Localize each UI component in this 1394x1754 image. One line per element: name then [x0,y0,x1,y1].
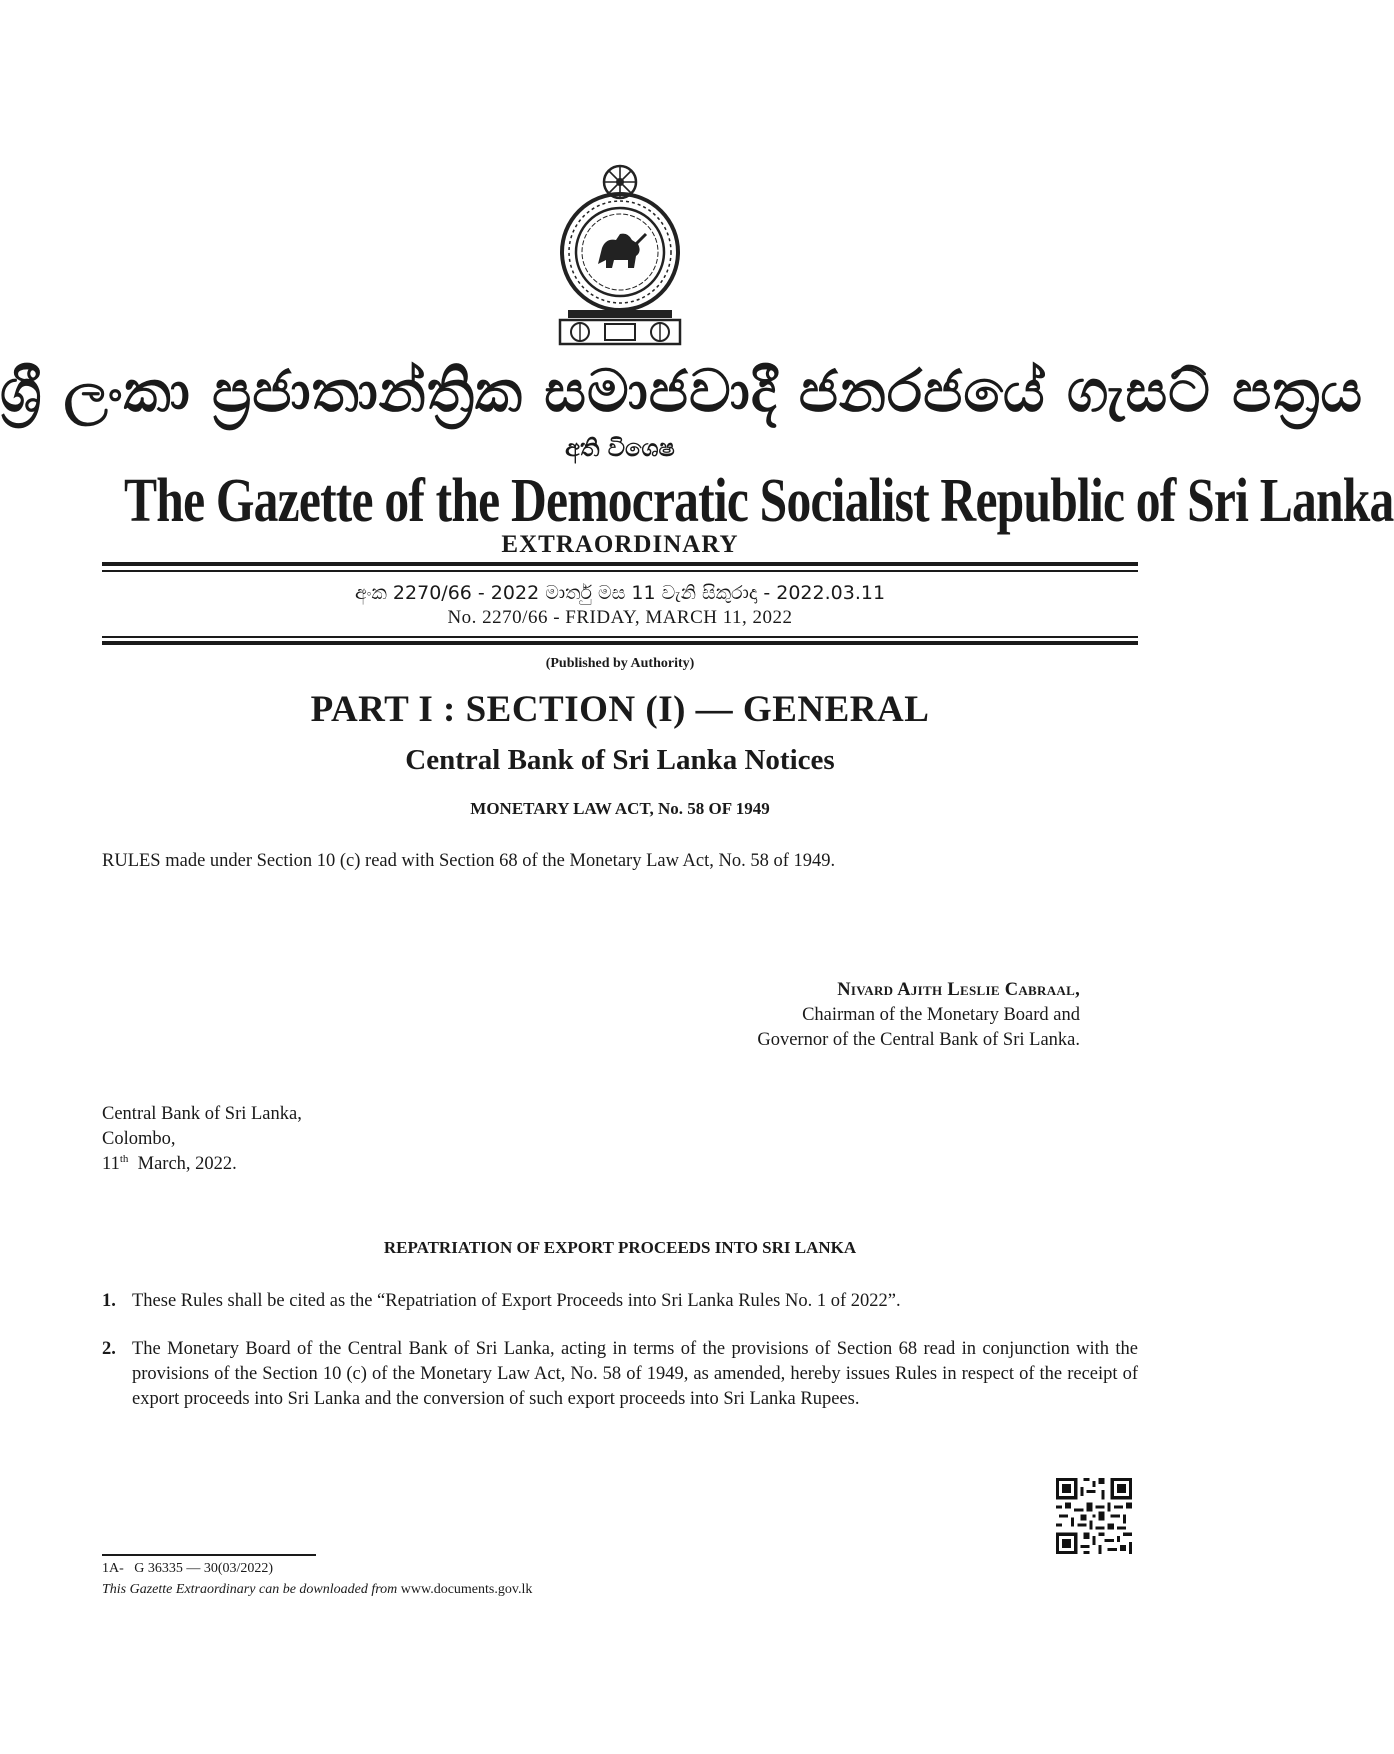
masthead-rule-top-thin [102,570,1138,572]
footer-note-text: This Gazette Extraordinary can be downloaded from [102,1582,398,1597]
date-day-suffix: th [119,1152,129,1165]
paragraph-text: These Rules shall be cited as the “Repatriation of Export Proceeds into Sri Lanka Rules No. 1 of 2022”. [132,1291,901,1311]
place-and-date [102,1102,302,1177]
place-line-1: Central Bank of Sri Lanka, [102,1104,302,1124]
signatory-name: Nivard Ajith Leslie Cabraal, [837,980,1080,1000]
footer-download-note [102,1580,532,1599]
footer-print-code: 1A- G 36335 — 30(03/2022) [102,1561,274,1576]
part-section-heading: PART I : SECTION (I) — GENERAL [310,689,930,730]
rules-intro: RULES made under Section 10 (c) read with Section 68 of the Monetary Law Act, No. 58 of 1949. [102,851,836,871]
published-by-authority: (Published by Authority) [545,656,695,671]
footer-url-link[interactable]: www.documents.gov.lk [397,1582,533,1597]
date-line [102,1152,302,1177]
signatory-block [600,978,1160,1053]
signatory-title-1: Chairman of the Monetary Board and [802,1005,1080,1025]
act-heading: MONETARY LAW ACT, No. 58 OF 1949 [470,799,770,818]
national-emblem-icon [550,160,690,350]
repatriation-heading: REPATRIATION OF EXPORT PROCEEDS INTO SRI LANKA [383,1238,857,1257]
masthead-rule-bottom-thick [102,641,1138,645]
extraordinary-label-sinhala: අති විශෙෂ [565,434,675,462]
extraordinary-label: EXTRAORDINARY [501,531,739,558]
qr-code-icon [1056,1478,1132,1554]
date-rest: March, 2022. [128,1154,237,1174]
paragraph-text: The Monetary Board of the Central Bank of Sri Lanka, acting in terms of the provisions of Section 68 read in conjunction with the provisions of the Section 10 (c) of the Monetary Law Act, No. 58 of 1949, as amended, hereby issues Rules in respect of the receipt of export proceeds into Sri Lanka and the conversion of such export proceeds into Sri Lanka Rupees. [132,1339,1138,1409]
gazette-title-english: The Gazette of the Democratic Socialist Republic of Sri Lanka [124,467,1394,535]
rule-paragraph-2 [102,1337,1138,1412]
footer-rule [102,1554,316,1556]
place-line-2: Colombo, [102,1129,176,1149]
issue-line-sinhala: අංක 2270/66 - 2022 මාර්තු මස 11 වැනි සිකුරාදා - 2022.03.11 [354,582,886,604]
gazette-title-sinhala: ශ්‍රී ලංකා ප්‍රජාතාන්ත්‍රික සමාජවාදී ජනරජයේ ගැසට් පත්‍රය [0,357,1364,425]
paragraph-number: 1. [102,1291,116,1311]
notices-heading: Central Bank of Sri Lanka Notices [405,744,835,776]
date-day: 11 [102,1154,120,1174]
rule-paragraph-1 [102,1289,1138,1314]
issue-line-english: No. 2270/66 - FRIDAY, MARCH 11, 2022 [447,607,793,628]
masthead-rule-bottom-thin [102,636,1138,638]
signatory-title-2: Governor of the Central Bank of Sri Lanka. [757,1030,1080,1050]
paragraph-number: 2. [102,1339,116,1359]
masthead-rule-top-thick [102,562,1138,566]
